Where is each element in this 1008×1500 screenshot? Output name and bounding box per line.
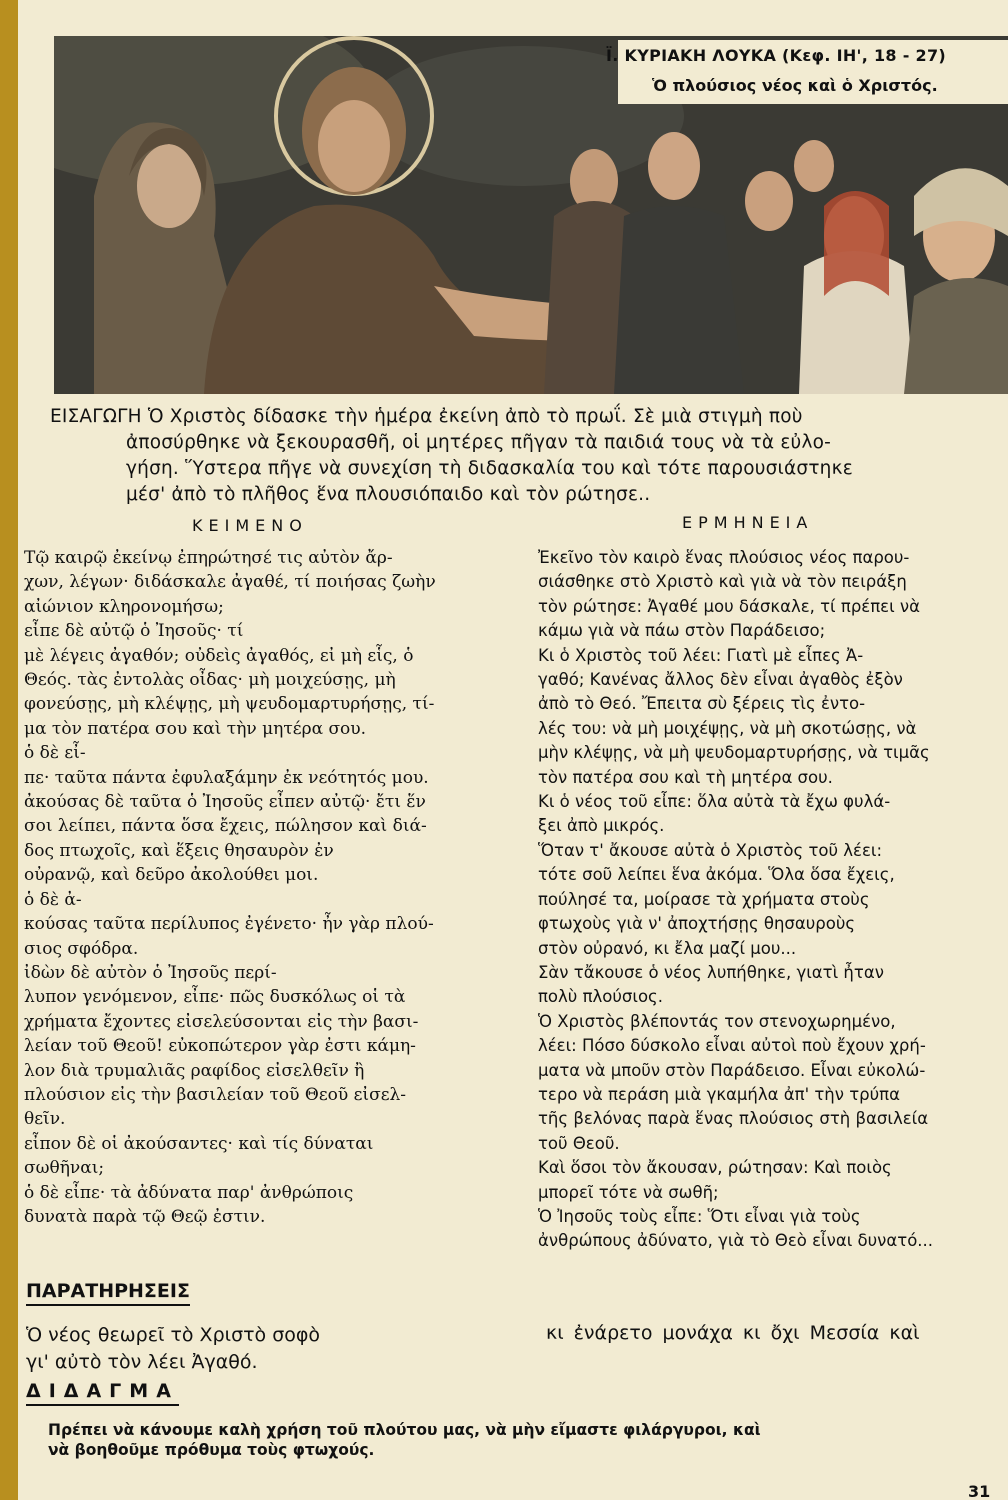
text-line: δος πτωχοῖς, καὶ ἕξεις θησαυρὸν ἐν — [24, 840, 334, 861]
text-line: μὴν κλέψῃς, νὰ μὴ ψευδομαρτυρήσῃς, νὰ τιμᾶς — [538, 743, 930, 763]
text-line: οὐρανῷ, καὶ δεῦρο ἀκολούθει μοι. — [24, 865, 319, 886]
text-line: λυπον γενόμενον, εἶπε· πῶς δυσκόλως οἱ τὰ — [24, 987, 406, 1008]
text-line: κούσας ταῦτα περίλυπος ἐγένετο· ἦν γὰρ πλού- — [24, 914, 434, 935]
text-line: Ὁ Χριστὸς βλέποντάς τον στενοχωρημένο, — [538, 1011, 896, 1031]
text-line: σωθῆναι; — [24, 1158, 105, 1179]
text-line: Καὶ ὅσοι τὸν ἄκουσαν, ρώτησαν: Καὶ ποιὸς — [538, 1158, 892, 1178]
lesson-text — [48, 1420, 1008, 1460]
text-line: ξει ἀπὸ μικρός. — [538, 816, 665, 836]
text-line: τότε σοῦ λείπει ἕνα ἀκόμα. Ὅλα ὅσα ἔχεις, — [538, 865, 895, 885]
text-line: πε· ταῦτα πάντα ἐφυλαξάμην ἐκ νεότητός μου. — [24, 767, 429, 788]
magazine-page — [18, 0, 1008, 1500]
intro-line: ἀποσύρθηκε νὰ ξεκουρασθῆ, οἱ μητέρες πῆγαν τὰ παιδιά τους νὰ τὰ εὐλο- — [126, 432, 831, 453]
text-line: ὁ δὲ ἀ- — [24, 889, 82, 910]
text-line: ματα νὰ μποῦν στὸν Παράδεισο. Εἶναι εὐκολώ- — [538, 1060, 926, 1080]
observation-line-continuation: κι ἐνάρετο μονάχα κι ὄχι Μεσσία καὶ — [546, 1322, 920, 1344]
header-subtitle: Ὁ πλούσιος νέος καὶ ὁ Χριστός. — [652, 76, 938, 95]
text-line: στὸν οὐρανό, κι ἔλα μαζί μου... — [538, 938, 797, 958]
text-line: σιος σφόδρα. — [24, 938, 139, 959]
text-line: χων, λέγων· διδάσκαλε ἀγαθέ, τί ποιήσας ζωὴν — [24, 572, 436, 593]
text-line: ὁ δὲ εἶπε· τὰ ἀδύνατα παρ' ἀνθρώποις — [24, 1182, 354, 1203]
text-line: χρήματα ἔχοντες εἰσελεύσονται εἰς τὴν βασι- — [24, 1011, 419, 1032]
text-line: εἶπε δὲ αὐτῷ ὁ Ἰησοῦς· τί — [24, 621, 244, 642]
text-line: Σὰν τἄκουσε ὁ νέος λυπήθηκε, γιατὶ ἦταν — [538, 962, 884, 982]
text-line: εἶπον δὲ οἱ ἀκούσαντες· καὶ τίς δύναται — [24, 1133, 374, 1154]
text-line: τοῦ Θεοῦ. — [538, 1133, 620, 1153]
text-line: ἀκούσας δὲ ταῦτα ὁ Ἰησοῦς εἶπεν αὐτῷ· ἔτι ἕν — [24, 792, 426, 813]
text-line: φονεύσῃς, μὴ κλέψῃς, μὴ ψευδομαρτυρήσῃς, τί- — [24, 694, 435, 715]
text-line: Κι ὁ Χριστὸς τοῦ λέει: Γιατὶ μὲ εἶπες Ἀ- — [538, 645, 864, 665]
intro-line: μέσ' ἀπὸ τὸ πλῆθος ἕνα πλουσιόπαιδο καὶ τὸν ρώτησε.. — [126, 484, 651, 505]
text-line: φτωχοὺς γιὰ ν' ἀποχτήσῃς θησαυροὺς — [538, 914, 856, 934]
text-line: θεῖν. — [24, 1109, 66, 1130]
observation-line: γι' αὐτὸ τὸν λέει Ἀγαθό. — [26, 1351, 258, 1373]
text-line: μπορεῖ τότε νὰ σωθῆ; — [538, 1182, 719, 1202]
text-line: τὸν ρώτησε: Ἀγαθέ μου δάσκαλε, τί πρέπει νὰ — [538, 596, 920, 616]
text-line: σιάσθηκε στὸ Χριστὸ καὶ γιὰ νὰ τὸν πειράξη — [538, 572, 907, 592]
observation-line: Ὁ νέος θεωρεῖ τὸ Χριστὸ σοφὸ — [26, 1324, 321, 1346]
text-line: λές του: νὰ μὴ μοιχέψῃς, νὰ μὴ σκοτώσῃς, νὰ — [538, 718, 917, 738]
lesson-line: νὰ βοηθοῦμε πρόθυμα τοὺς φτωχούς. — [48, 1441, 375, 1459]
text-line: τερο νὰ περάση μιὰ γκαμήλα ἀπ' τὴν τρύπα — [538, 1084, 900, 1104]
introduction — [50, 404, 1000, 508]
lesson-line: Πρέπει νὰ κάνουμε καλὴ χρήση τοῦ πλούτου μας, νὰ μὴν εἴμαστε φιλάργυροι, καὶ — [48, 1421, 761, 1439]
text-line: μα τὸν πατέρα σου καὶ τὴν μητέρα σου. — [24, 718, 367, 739]
text-line: μὲ λέγεις ἀγαθόν; οὐδεὶς ἀγαθός, εἰ μὴ εἷς, ὁ — [24, 645, 414, 666]
text-line: σοι λείπει, πάντα ὅσα ἔχεις, πώλησον καὶ διά- — [24, 816, 427, 837]
left-column-title: ΚΕΙΜΕΝΟ — [192, 516, 308, 535]
observations-text — [26, 1322, 526, 1376]
text-line: Θεός. τὰς ἐντολὰς οἶδας· μὴ μοιχεύσῃς, μὴ — [24, 670, 396, 691]
text-line: ἀνθρώπους ἀδύνατο, γιὰ τὸ Θεὸ εἶναι δυνατό... — [538, 1231, 934, 1251]
text-line: λέει: Πόσο δύσκολο εἶναι αὐτοὶ ποὺ ἔχουν χρή- — [538, 1036, 926, 1056]
text-line: Ὅταν τ' ἄκουσε αὐτὰ ὁ Χριστὸς τοῦ λέει: — [538, 840, 883, 860]
text-line: λείαν τοῦ Θεοῦ! εὐκοπώτερον γὰρ ἐστι κάμη- — [24, 1036, 416, 1057]
text-line: ὁ δὲ εἶ- — [24, 743, 86, 764]
text-line: Τῷ καιρῷ ἐκείνῳ ἐπηρώτησέ τις αὐτὸν ἄρ- — [24, 548, 393, 568]
text-line: ἀπὸ τὸ Θεό. Ἔπειτα σὺ ξέρεις τὶς ἐντο- — [538, 694, 866, 714]
text-line: αἰώνιον κληρονομήσω; — [24, 596, 224, 617]
text-line: κάμω γιὰ νὰ πάω στὸν Παράδεισο; — [538, 621, 826, 641]
intro-line: γήση. Ὕστερα πῆγε νὰ συνεχίση τὴ διδασκαλία του καὶ τότε παρουσιάστηκε — [126, 458, 853, 479]
text-line: πολὺ πλούσιος. — [538, 987, 663, 1007]
ancient-text-column — [24, 546, 524, 1229]
observations-heading: ΠΑΡΑΤΗΡΗΣΕΙΣ — [26, 1280, 190, 1306]
text-line: τὸν πατέρα σου καὶ τὴ μητέρα σου. — [538, 767, 833, 787]
text-line: τῆς βελόνας παρὰ ἕνας πλούσιος στὴ βασιλεία — [538, 1109, 929, 1129]
text-line: πλούσιον εἰς τὴν βασιλείαν τοῦ Θεοῦ εἰσελ- — [24, 1084, 407, 1105]
text-line: λον διὰ τρυμαλιᾶς ραφίδος εἰσελθεῖν ἢ — [24, 1060, 365, 1081]
text-line: Ἐκεῖνο τὸν καιρὸ ἕνας πλούσιος νέος παρου- — [538, 548, 910, 567]
text-line: γαθό; Κανένας ἄλλος δὲν εἶναι ἀγαθὸς ἐξὸν — [538, 670, 903, 690]
header-title: Ϊ. ΚΥΡΙΑΚΗ ΛΟΥΚΑ (Κεφ. ΙΗ', 18 - 27) — [606, 46, 947, 65]
right-column-title: ΕΡΜΗΝΕΙΑ — [682, 513, 814, 532]
page-number: 31 — [968, 1482, 991, 1500]
lesson-heading: ΔΙΔΑΓΜΑ — [26, 1380, 179, 1406]
text-line: πούλησέ τα, μοίρασε τὰ χρήματα στοὺς — [538, 889, 870, 909]
text-line: δυνατὰ παρὰ τῷ Θεῷ ἐστιν. — [24, 1206, 266, 1227]
interpretation-column — [538, 546, 1008, 1254]
text-line: Κι ὁ νέος τοῦ εἶπε: ὅλα αὐτὰ τὰ ἔχω φυλά- — [538, 792, 891, 812]
intro-line: ΕΙΣΑΓΩΓΗ Ὁ Χριστὸς δίδασκε τὴν ἡμέρα ἐκείνη ἀπὸ τὸ πρωΐ. Σὲ μιὰ στιγμὴ ποὺ — [50, 406, 803, 427]
text-line: ἰδὼν δὲ αὐτὸν ὁ Ἰησοῦς περί- — [24, 962, 277, 983]
text-line: Ὁ Ἰησοῦς τοὺς εἶπε: Ὅτι εἶναι γιὰ τοὺς — [538, 1206, 861, 1226]
